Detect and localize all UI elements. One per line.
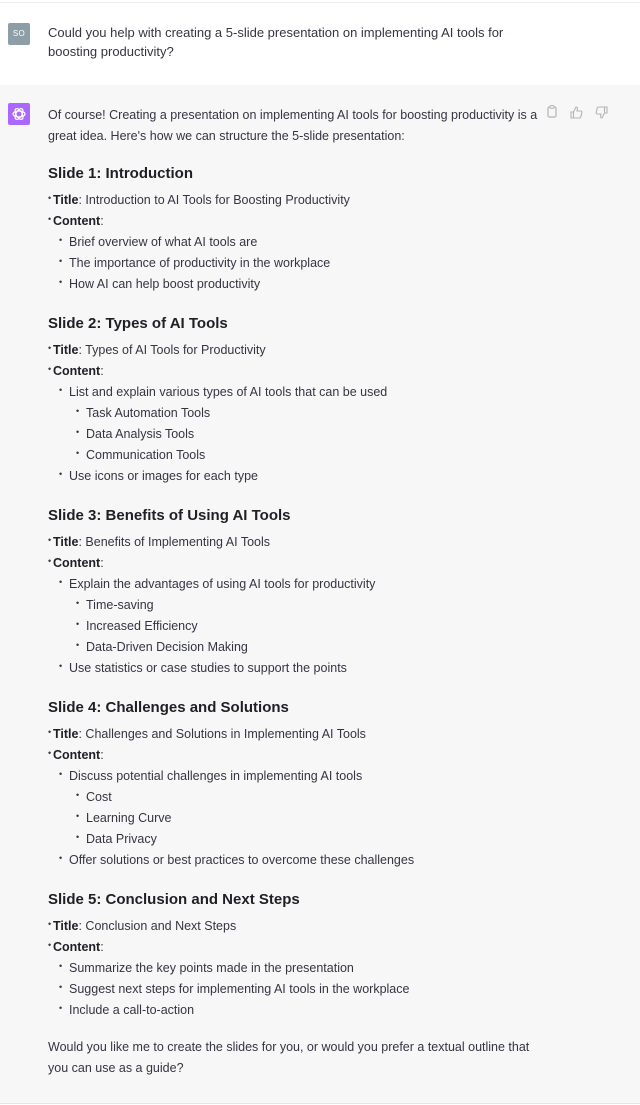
slide-4-title-item: • Title: Challenges and Solutions in Implementing AI Tools bbox=[53, 724, 366, 745]
slide-2-content-item: • Content: bbox=[53, 361, 104, 382]
list-item: • Cost bbox=[86, 787, 112, 808]
copy-icon[interactable] bbox=[546, 105, 560, 119]
user-avatar: SO bbox=[8, 23, 30, 45]
slide-4-heading: Slide 4: Challenges and Solutions bbox=[48, 699, 289, 716]
thumbs-down-icon[interactable] bbox=[595, 106, 609, 120]
openai-logo-icon bbox=[8, 103, 30, 125]
user-message-row bbox=[0, 2, 640, 86]
list-item: • Summarize the key points made in the presentation bbox=[69, 958, 354, 979]
slide-1-heading: Slide 1: Introduction bbox=[48, 165, 193, 182]
slide-1-title-item: • Title: Introduction to AI Tools for Boosting Productivity bbox=[53, 190, 350, 211]
slide-5-heading: Slide 5: Conclusion and Next Steps bbox=[48, 891, 300, 908]
list-item: • Include a call-to-action bbox=[69, 1000, 194, 1021]
slide-4-content-item: • Content: bbox=[53, 745, 104, 766]
list-item: • Offer solutions or best practices to overcome these challenges bbox=[69, 850, 414, 871]
slide-3-content-item: • Content: bbox=[53, 553, 104, 574]
list-item: • Use statistics or case studies to support the points bbox=[69, 658, 347, 679]
assistant-message-content bbox=[48, 105, 538, 1085]
intro-text: Of course! Creating a presentation on implementing AI tools for boosting productivity is a great idea. Here's how we can structure the 5-slide presentation: bbox=[48, 108, 538, 143]
list-item: • Task Automation Tools bbox=[86, 403, 210, 424]
thumbs-up-icon[interactable] bbox=[570, 106, 584, 120]
list-item: • The importance of productivity in the workplace bbox=[69, 253, 330, 274]
user-message-text: Could you help with creating a 5-slide presentation on implementing AI tools for boosting productivity? bbox=[48, 25, 504, 59]
list-item: • Data-Driven Decision Making bbox=[86, 637, 248, 658]
list-item: • Suggest next steps for implementing AI tools in the workplace bbox=[69, 979, 409, 1000]
list-item: • Increased Efficiency bbox=[86, 616, 198, 637]
slide-5-content-item: • Content: bbox=[53, 937, 104, 958]
list-item: • Communication Tools bbox=[86, 445, 205, 466]
list-item: • Use icons or images for each type bbox=[69, 466, 258, 487]
list-item: • Data Analysis Tools bbox=[86, 424, 194, 445]
list-item: • Time-saving bbox=[86, 595, 154, 616]
list-item: • Explain the advantages of using AI tools for productivity bbox=[69, 574, 375, 595]
slide-3-heading: Slide 3: Benefits of Using AI Tools bbox=[48, 507, 291, 524]
list-item: • Data Privacy bbox=[86, 829, 157, 850]
slide-2-title-item: • Title: Types of AI Tools for Productivity bbox=[53, 340, 266, 361]
list-item: • How AI can help boost productivity bbox=[69, 274, 260, 295]
list-item: • Brief overview of what AI tools are bbox=[69, 232, 257, 253]
slide-3-title-item: • Title: Benefits of Implementing AI Tools bbox=[53, 532, 270, 553]
message-actions bbox=[546, 105, 615, 124]
slide-1-content-item: • Content: bbox=[53, 211, 104, 232]
assistant-message-row bbox=[0, 85, 640, 1104]
list-item: • List and explain various types of AI tools that can be used bbox=[69, 382, 387, 403]
slide-5-title-item: • Title: Conclusion and Next Steps bbox=[53, 916, 236, 937]
slide-2-heading: Slide 2: Types of AI Tools bbox=[48, 315, 228, 332]
outro-text: Would you like me to create the slides for you, or would you prefer a textual outline that you can use as a guide? bbox=[48, 1040, 530, 1075]
list-item: • Discuss potential challenges in implementing AI tools bbox=[69, 766, 362, 787]
list-item: • Learning Curve bbox=[86, 808, 171, 829]
